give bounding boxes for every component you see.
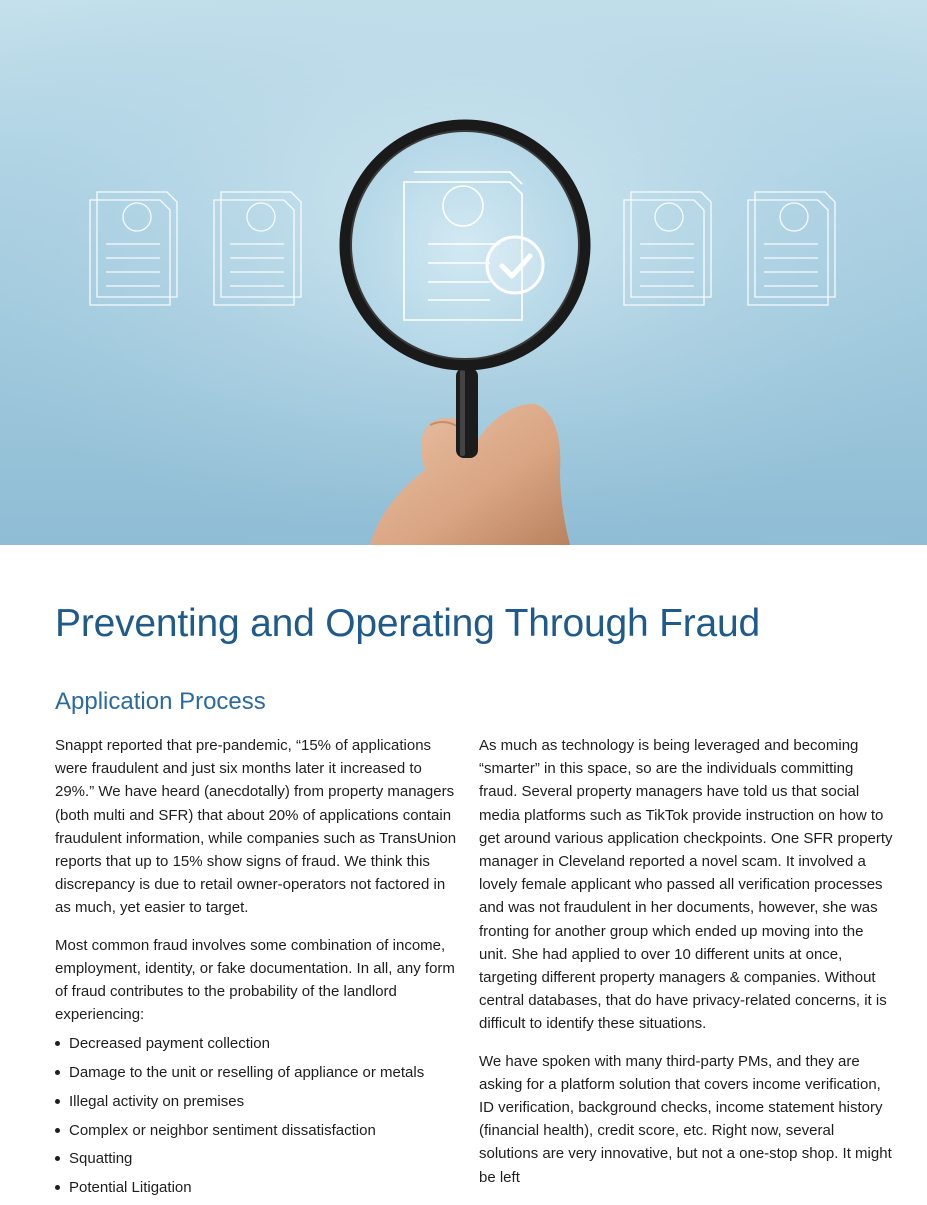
paragraph: Snappt reported that pre-pandemic, “15% of applications were fraudulent and just six months later it increased to 29%.” We have heard (anecdotally) from property managers (both multi and SFR) that about 20% of applications contain fraudulent information, while companies such as TransUnion reports that up to 15% show signs of fraud. We think this discrepancy is due to retail owner-operators not factored in as much, yet easier to target. [55, 737, 457, 917]
list-item: Squatting [55, 1147, 465, 1176]
list-item: Potential Litigation [55, 1176, 465, 1205]
paragraph: Most common fraud involves some combination of income, employment, identity, or fake documentation. In all, any form of fraud contributes to the probability of the landlord experiencing: [55, 936, 455, 1024]
left-column [55, 734, 465, 1205]
paragraph: As much as technology is being leveraged and becoming “smarter” in this space, so are the individuals committing fraud. Several property managers have told us that social media platforms such as TikTok provide instruction on how to get around various application checkpoints. One SFR property manager in Cleveland reported a novel scam. It involved a lovely female applicant who passed all verification processes and was not fraudulent in her documents, however, she was fronting for another group which ended up moving into the unit. She had applied to over 10 different units at once, targeting different property managers & companies. Without central databases, that do have privacy-related concerns, it is difficult to identify these situations. [479, 737, 893, 1033]
bullet-list [55, 1032, 465, 1204]
list-item: Complex or neighbor sentiment dissatisfaction [55, 1119, 465, 1148]
list-item: Decreased payment collection [55, 1032, 465, 1061]
list-item: Damage to the unit or reselling of appliance or metals [55, 1061, 465, 1090]
list-item: Illegal activity on premises [55, 1090, 465, 1119]
hero-illustration [0, 0, 927, 545]
check-circle-icon [487, 237, 543, 293]
hero-image [0, 0, 927, 545]
right-column [479, 734, 894, 1203]
section-heading: Application Process [55, 688, 266, 715]
paragraph: We have spoken with many third-party PMs, and they are asking for a platform solution that covers income verification, ID verification, background checks, income statement history (financial health), credit score, etc. Right now, several solutions are very innovative, but not a one-stop shop. It might be left [479, 1052, 892, 1186]
page-title: Preventing and Operating Through Fraud [55, 602, 760, 645]
